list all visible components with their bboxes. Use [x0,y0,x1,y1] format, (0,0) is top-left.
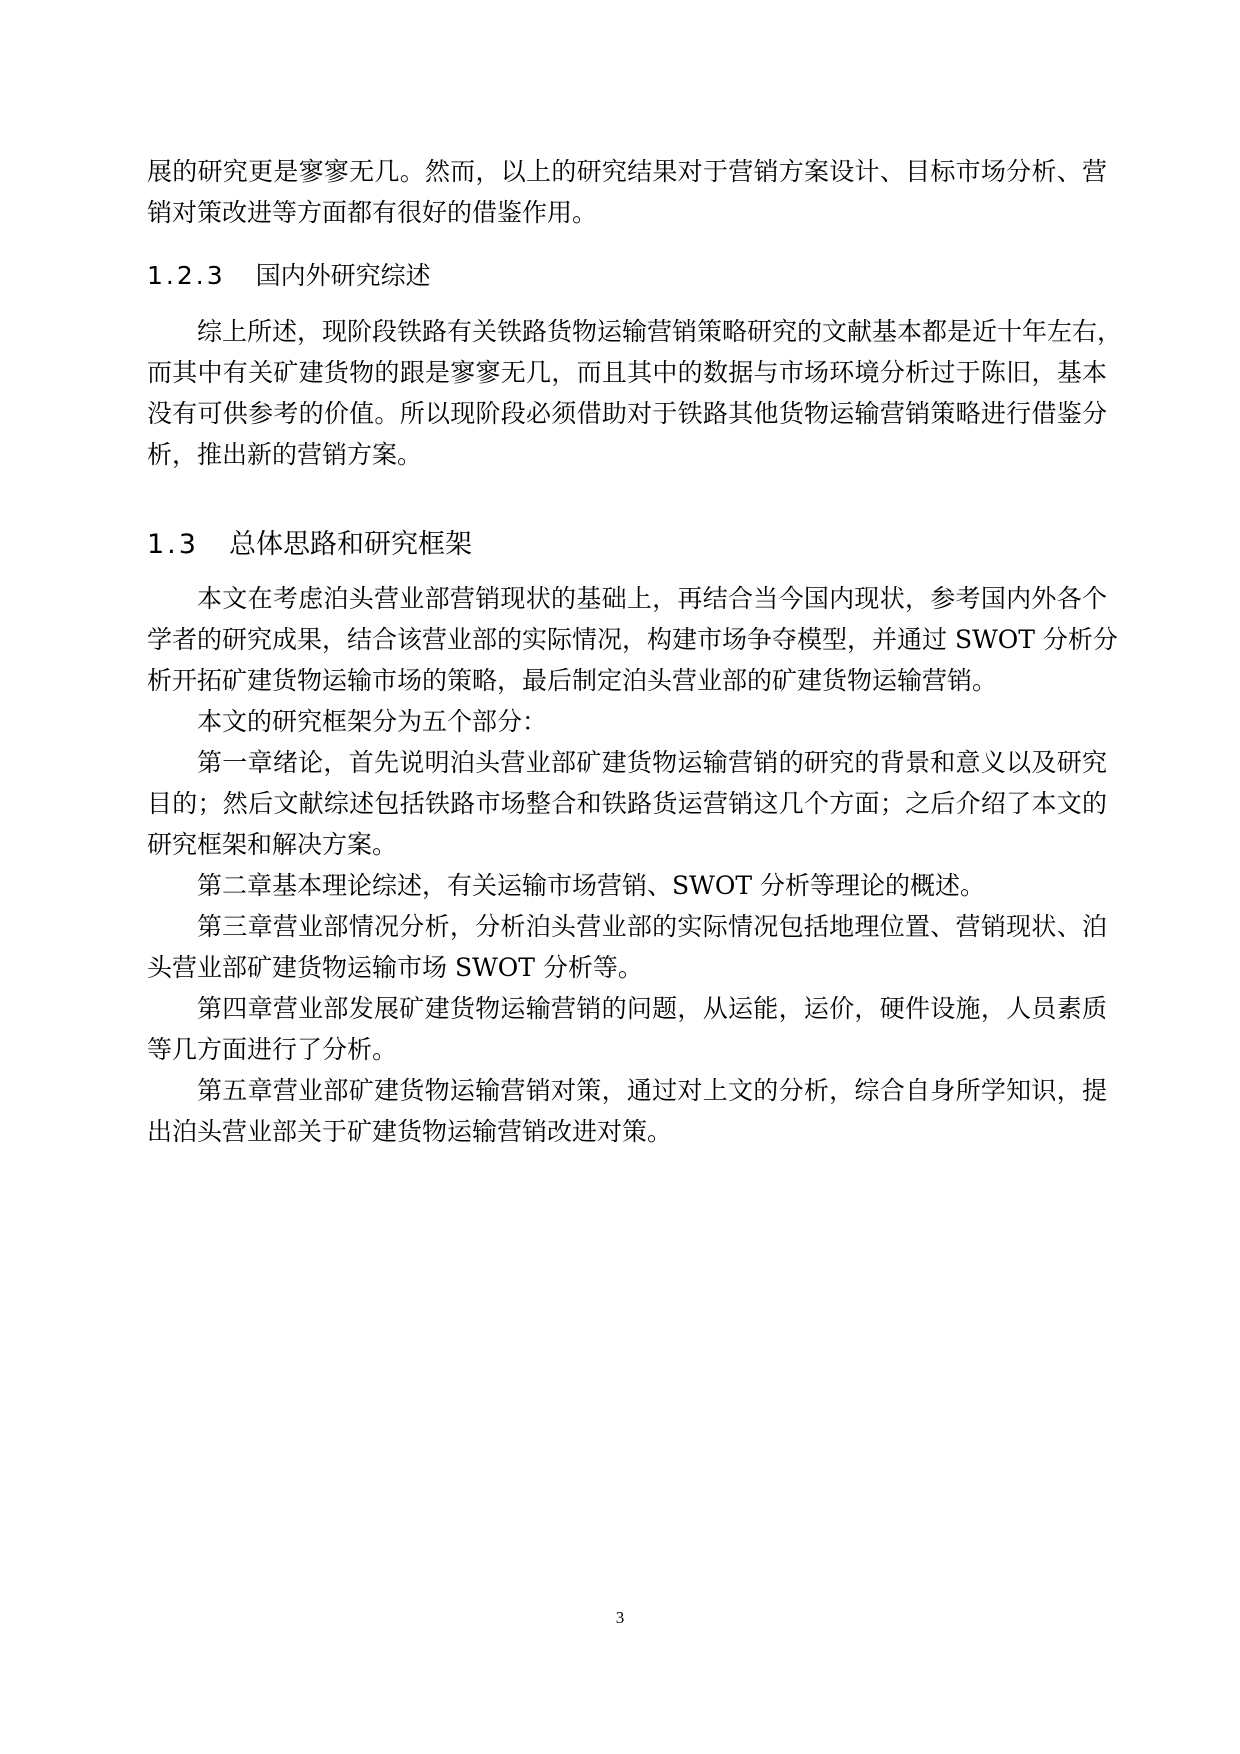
paragraph-line: 本文的研究框架分为五个部分： [197,707,548,736]
paragraph-line: 学者的研究成果，结合该营业部的实际情况，构建市场争夺模型，并通过 SWOT 分析分 [147,625,1118,654]
heading-number: 1.3 [147,529,199,560]
paragraph-line: 没有可供参考的价值。所以现阶段必须借助对于铁路其他货物运输营销策略进行借鉴分 [147,399,1107,428]
paragraph-line: 第五章营业部矿建货物运输营销对策，通过对上文的分析，综合自身所学知识，提 [197,1076,1107,1105]
paragraph-line: 研究框架和解决方案。 [147,830,398,859]
paragraph-line: 而其中有关矿建货物的跟是寥寥无几，而且其中的数据与市场环境分析过于陈旧，基本 [147,358,1107,387]
heading-number: 1.2.3 [147,261,226,290]
paragraph-line: 头营业部矿建货物运输市场 SWOT 分析等。 [147,953,643,982]
paragraph-line: 第一章绪论，首先说明泊头营业部矿建货物运输营销的研究的背景和意义以及研究 [197,748,1107,777]
page-number: 3 [615,1608,625,1627]
paragraph-line: 第二章基本理论综述，有关运输市场营销、SWOT 分析等理论的概述。 [197,871,985,900]
paragraph-line: 销对策改进等方面都有很好的借鉴作用。 [147,198,598,227]
paragraph-line: 析开拓矿建货物运输市场的策略，最后制定泊头营业部的矿建货物运输营销。 [147,666,998,695]
paragraph-line: 展的研究更是寥寥无几。然而，以上的研究结果对于营销方案设计、目标市场分析、营 [147,157,1107,186]
paragraph-line: 第三章营业部情况分析，分析泊头营业部的实际情况包括地理位置、营销现状、泊 [197,912,1107,941]
paragraph-line: 析，推出新的营销方案。 [147,440,423,469]
paragraph-line: 等几方面进行了分析。 [147,1035,398,1064]
section-heading-1-3 [147,529,472,561]
heading-title: 国内外研究综述 [255,261,431,290]
paragraph-line: 第四章营业部发展矿建货物运输营销的问题，从运能，运价，硬件设施，人员素质 [197,994,1107,1023]
paragraph-line: 综上所述，现阶段铁路有关铁路货物运输营销策略研究的文献基本都是近十年左右， [197,317,1123,346]
paragraph-line: 目的；然后文献综述包括铁路市场整合和铁路货运营销这几个方面；之后介绍了本文的 [147,789,1107,818]
section-heading-1-2-3 [147,260,431,292]
paragraph-line: 本文在考虑泊头营业部营销现状的基础上，再结合当今国内现状，参考国内外各个 [197,584,1107,613]
heading-title: 总体思路和研究框架 [228,529,472,560]
paragraph-line: 出泊头营业部关于矿建货物运输营销改进对策。 [147,1117,673,1146]
